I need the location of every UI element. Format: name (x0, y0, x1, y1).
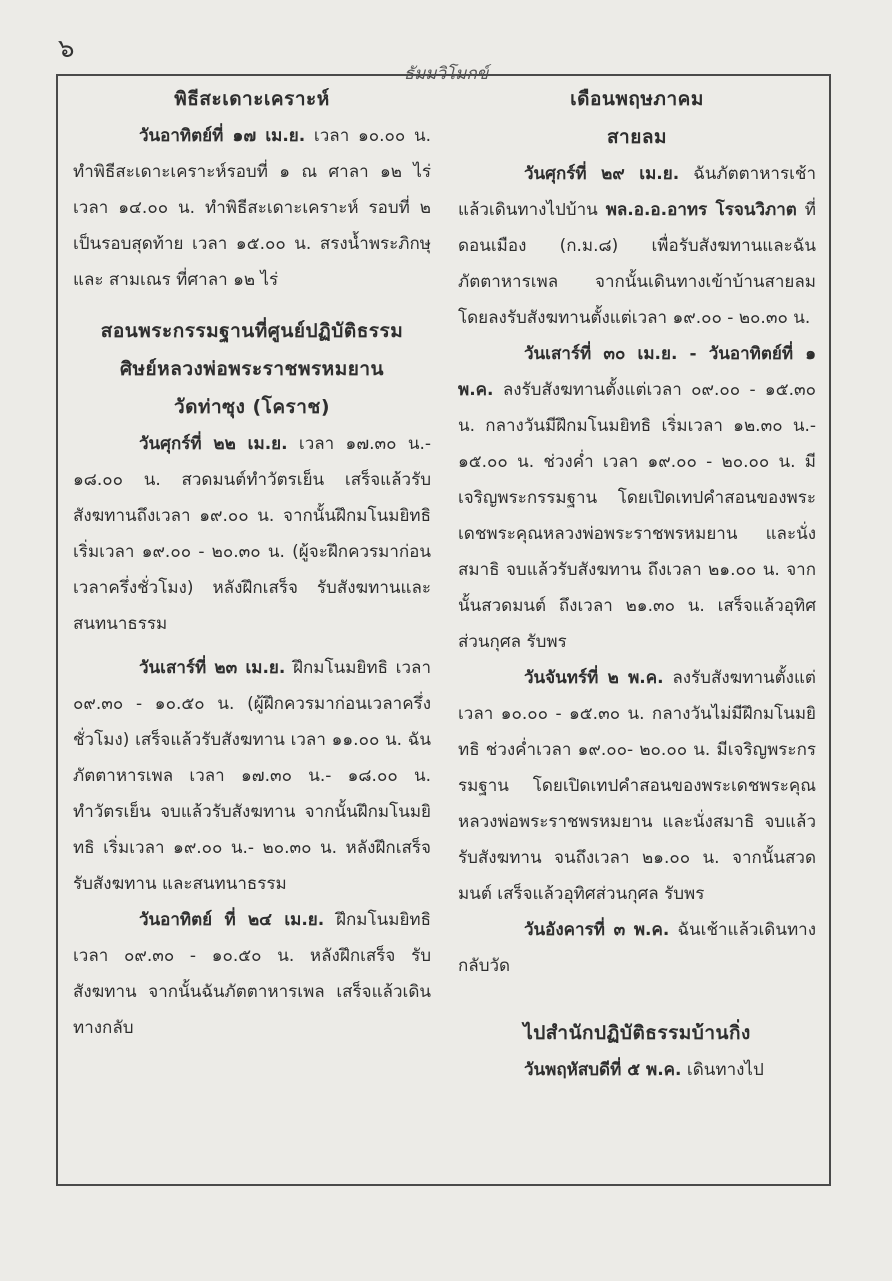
text-apr30: ลงรับสังฆทานตั้งแต่เวลา ๐๙.๐๐ - ๑๕.๓๐ น. กลางวันมีฝึกมโนมยิทธิ เริ่มเวลา ๑๒.๓๐ น.- ๑๕.๐๐ น. ช่วงค่ำ เวลา ๑๙.๐๐ - ๒๐.๐๐ น. มีเจริญพระกรรมฐาน โดยเปิดเทปคำสอนของพระเดชพระคุณหลวงพ่อพระราชพรหมยาน และนั่งสมาธิ จบแล้วรับสังฆทาน ถึงเวลา ๒๑.๐๐ น. จากนั้นสวดมนต์ ถึงเวลา ๒๑.๓๐ น. เสร็จแล้วอุทิศส่วนกุศล รับพร (458, 380, 816, 652)
paragraph-apr17 (73, 118, 431, 298)
date-may3: วันอังคารที่ ๓ พ.ค. (524, 920, 670, 940)
heading-month-may: เดือนพฤษภาคม (570, 88, 704, 110)
date-apr22: วันศุกร์ที่ ๒๒ เม.ย. (139, 434, 288, 454)
text-apr29-b: ที่ดอนเมือง (ก.ม.๘) เพื่อรับสังฆทานและฉันภัตตาหารเพล จากนั้นเดินทางเข้าบ้านสายลม โดยลงรับสังฆทานตั้งแต่เวลา ๑๙.๐๐ - ๒๐.๓๐ น. (458, 200, 816, 328)
text-apr17: เวลา ๑๐.๐๐ น. ทำพิธีสะเดาะเคราะห์รอบที่ ๑ ณ ศาลา ๑๒ ไร่ เวลา ๑๔.๐๐ น. ทำพิธีสะเดาะเคราะห์ รอบที่ ๒ เป็นรอบสุดท้าย เวลา ๑๕.๐๐ น. สรงน้ำพระภิกษุ และ สามเณร ที่ศาลา ๑๒ ไร่ (73, 126, 431, 290)
text-may3: ฉันเช้าแล้วเดินทางกลับวัด (458, 920, 816, 976)
date-apr17: วันอาทิตย์ที่ ๑๗ เม.ย. (139, 126, 306, 146)
text-apr23: ฝึกมโนมยิทธิ เวลา ๐๙.๓๐ - ๑๐.๕๐ น. (ผู้ฝึกควรมาก่อนเวลาครึ่งชั่วโมง) เสร็จแล้วรับสังฆทาน เวลา ๑๑.๐๐ น. ฉันภัตตาหารเพล เวลา ๑๗.๓๐ น.- ๑๘.๐๐ น. ทำวัตรเย็น จบแล้วรับสังฆทาน จากนั้นฝึกมโนมยิทธิ เริ่มเวลา ๑๙.๐๐ น.- ๒๐.๓๐ น. หลังฝึกเสร็จ รับสังฆทาน และสนทนาธรรม (73, 658, 432, 894)
text-apr24: ฝึกมโนมยิทธิ เวลา ๐๙.๓๐ - ๑๐.๕๐ น. หลังฝึกเสร็จ รับสังฆทาน จากนั้นฉันภัตตาหารเพล เสร็จแล้วเดินทางกลับ (73, 910, 431, 1038)
left-column (73, 80, 431, 1046)
running-header: ธัมมวิโมกข์ (403, 64, 489, 84)
heading-meditation-center-2: ศิษย์หลวงพ่อพระราชพรหมยาน (119, 358, 385, 380)
heading-meditation-center-1: สอนพระกรรมฐานที่ศูนย์ปฏิบัติธรรม (100, 320, 404, 342)
text-may5: เดินทางไป (681, 1060, 764, 1080)
text-apr29-a: ฉันภัตตาหารเช้าแล้วเดินทางไปบ้าน (458, 164, 817, 220)
paragraph-apr30 (458, 336, 816, 660)
paragraph-apr29 (458, 156, 816, 336)
page-number: ๖ (58, 34, 75, 64)
heading-ceremony: พิธีสะเดาะเคราะห์ (174, 88, 330, 110)
heading-sailom: สายลม (606, 126, 668, 148)
paragraph-apr22 (73, 426, 431, 642)
date-may2: วันจันทร์ที่ ๒ พ.ค. (524, 668, 664, 688)
date-may5: วันพฤหัสบดีที่ ๕ พ.ค. (524, 1060, 682, 1080)
paragraph-apr24 (73, 902, 431, 1046)
date-apr30: วันเสาร์ที่ ๓๐ เม.ย. - วันอาทิตย์ที่ ๑ พ.ค. (458, 344, 816, 400)
date-apr24: วันอาทิตย์ ที่ ๒๔ เม.ย. (139, 910, 325, 930)
paragraph-may5 (458, 1052, 816, 1088)
date-apr29: วันศุกร์ที่ ๒๙ เม.ย. (524, 164, 680, 184)
right-column (458, 80, 816, 1088)
paragraph-apr23 (73, 650, 431, 902)
person-name: พล.อ.อ.อาทร โรจนวิภาต (605, 200, 797, 220)
paragraph-may3 (458, 912, 816, 984)
heading-meditation-center-3: วัดท่าซุง (โคราช) (173, 396, 331, 418)
text-apr22: เวลา ๑๗.๓๐ น.- ๑๘.๐๐ น. สวดมนต์ทำวัตรเย็น เสร็จแล้วรับสังฆทานถึงเวลา ๑๙.๐๐ น. จากนั้นฝึกมโนมยิทธิ เริ่มเวลา ๑๙.๐๐ - ๒๐.๓๐ น. (ผู้จะฝึกควรมาก่อนเวลาครึ่งชั่วโมง) หลังฝึกเสร็จ รับสังฆทานและสนทนาธรรม (73, 434, 431, 634)
text-may2: ลงรับสังฆทานตั้งแต่เวลา ๑๐.๐๐ - ๑๕.๓๐ น. กลางวันไม่มีฝึกมโนมยิทธิ ช่วงค่ำเวลา ๑๙.๐๐- ๒๐.๐๐ น. มีเจริญพระกรรมฐาน โดยเปิดเทปคำสอนของพระเดชพระคุณหลวงพ่อพระราชพรหมยาน และนั่งสมาธิ จบแล้วรับสังฆทาน จนถึงเวลา ๒๑.๐๐ น. จากนั้นสวดมนต์ เสร็จแล้วอุทิศส่วนกุศล รับพร (458, 668, 816, 904)
heading-ban-king: ไปสำนักปฏิบัติธรรมบ้านกิ่ง (523, 1022, 751, 1044)
paragraph-may2 (458, 660, 816, 912)
date-apr23: วันเสาร์ที่ ๒๓ เม.ย. (139, 658, 286, 678)
